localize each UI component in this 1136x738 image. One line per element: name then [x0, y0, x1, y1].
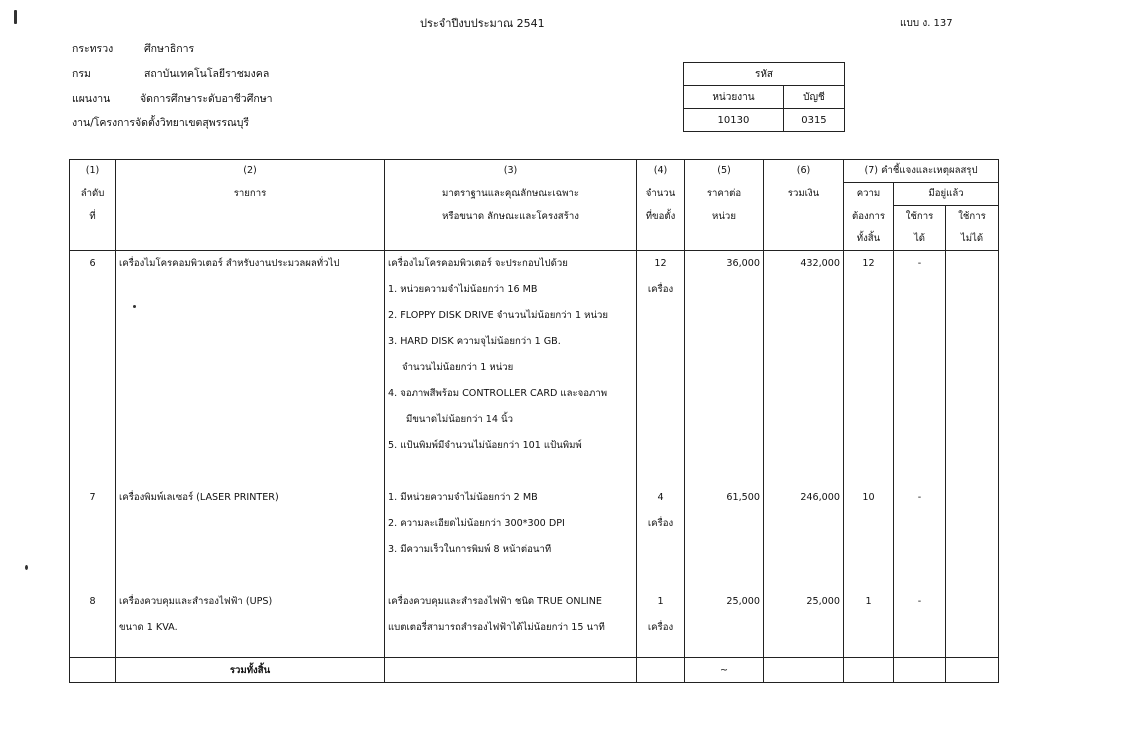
meta-value-department: สถาบันเทคโนโลยีราชมงคล [144, 68, 270, 80]
row-item: เครื่องไมโครคอมพิวเตอร์ สำหรับงานประมวลผลทั่วไป [119, 258, 340, 269]
col3-label-1: มาตราฐานและคุณลักษณะเฉพาะ [385, 183, 637, 206]
budget-table [69, 159, 999, 683]
code-box-account-label: บัญชี [783, 86, 844, 109]
col7-need-label-3: ทั้งสิ้น [844, 228, 894, 251]
col5-number: (5) [685, 160, 764, 183]
row-total: 432,000 [800, 258, 840, 269]
col7-unusable-label-1: ใช้การ [946, 206, 999, 229]
row-spec-line: 1. หน่วยความจำไม่น้อยกว่า 16 MB [388, 284, 538, 295]
meta-value-plan: จัดการศึกษาระดับอาชีวศึกษา [140, 93, 273, 105]
row-unit: เครื่อง [647, 284, 674, 295]
header-row-labels-2 [70, 206, 999, 229]
col4-number: (4) [637, 160, 685, 183]
row-need: 10 [862, 492, 875, 503]
total-row [70, 658, 999, 683]
header-row-labels-1 [70, 183, 999, 206]
col3-number: (3) [385, 160, 637, 183]
row-need: 1 [865, 596, 872, 607]
row-spec-line: 5. แป้นพิมพ์มีจำนวนไม่น้อยกว่า 101 แป้นพิมพ์ [388, 440, 582, 451]
col1-label-2: ที่ [70, 206, 116, 229]
row-number: 8 [89, 596, 96, 607]
col2-label: รายการ [116, 183, 385, 206]
row-spec-line: จำนวนไม่น้อยกว่า 1 หน่วย [402, 362, 514, 373]
table-row [70, 485, 999, 589]
col4-label-1: จำนวน [637, 183, 685, 206]
row-spec-line: 4. จอภาพสีพร้อม CONTROLLER CARD และจอภาพ [388, 388, 608, 399]
row-spec-line: เครื่องควบคุมและสำรองไฟฟ้า ชนิด TRUE ONLINE [388, 596, 602, 607]
row-unit: เครื่อง [647, 518, 674, 529]
table-row [70, 251, 999, 486]
row-total: 25,000 [806, 596, 840, 607]
row-number: 7 [89, 492, 96, 503]
row-usable: - [917, 258, 922, 269]
row-usable: - [917, 596, 922, 607]
col5-label-1: ราคาต่อ [685, 183, 764, 206]
col7-have-label: มีอยู่แล้ว [894, 183, 999, 206]
row-number: 6 [89, 258, 96, 269]
row-spec-line: 2. FLOPPY DISK DRIVE จำนวนไม่น้อยกว่า 1 หน่วย [388, 310, 609, 321]
row-spec-line: 1. มีหน่วยความจำไม่น้อยกว่า 2 MB [388, 492, 538, 503]
code-box-unit-label: หน่วยงาน [684, 86, 784, 109]
col5-label-2: หน่วย [685, 206, 764, 229]
row-need: 12 [862, 258, 875, 269]
col1-label: ลำดับ [70, 183, 116, 206]
header-row-numbers [70, 160, 999, 183]
col7-usable-label-2: ได้ [894, 228, 946, 251]
meta-label-plan: แผนงาน [72, 93, 111, 105]
col6-label: รวมเงิน [764, 183, 844, 206]
code-box-account-value: 0315 [783, 109, 844, 132]
row-item: ขนาด 1 KVA. [119, 622, 178, 633]
row-unit: เครื่อง [647, 622, 674, 633]
meta-label-department: กรม [72, 68, 91, 80]
col4-label-2: ที่ขอตั้ง [637, 206, 685, 229]
row-unit-price: 61,500 [726, 492, 760, 503]
row-spec-line: 2. ความละเอียดไม่น้อยกว่า 300*300 DPI [388, 518, 565, 529]
col7-unusable-label-2: ไม่ได้ [946, 228, 999, 251]
total-label: รวมทั้งสิ้น [116, 658, 385, 683]
row-unit-price: 36,000 [726, 258, 760, 269]
col7-need-label-2: ต้องการ [844, 206, 894, 229]
row-spec-line: 3. มีความเร็วในการพิมพ์ 8 หน้าต่อนาที [388, 544, 552, 555]
row-total: 246,000 [800, 492, 840, 503]
col7-number: (7) คำชี้แจงและเหตุผลสรุป [844, 160, 999, 183]
row-spec-line: มีขนาดไม่น้อยกว่า 14 นิ้ว [406, 414, 513, 425]
scan-mark [133, 305, 136, 308]
code-box [683, 62, 845, 132]
col7-usable-label-1: ใช้การ [894, 206, 946, 229]
total-mark: ~ [685, 658, 764, 683]
meta-value-ministry: ศึกษาธิการ [144, 43, 195, 55]
scan-mark [14, 10, 17, 24]
col7-need-label-1: ความ [844, 183, 894, 206]
row-quantity: 1 [657, 596, 664, 607]
code-box-title: รหัส [684, 63, 845, 86]
row-item: เครื่องพิมพ์เลเซอร์ (LASER PRINTER) [119, 492, 279, 503]
row-item: เครื่องควบคุมและสำรองไฟฟ้า (UPS) [119, 596, 273, 607]
document-title: ประจำปีงบประมาณ 2541 [420, 17, 545, 30]
row-unit-price: 25,000 [726, 596, 760, 607]
col3-label-2: หรือขนาด ลักษณะและโครงสร้าง [385, 206, 637, 229]
meta-label-ministry: กระทรวง [72, 43, 114, 55]
header-row-labels-3 [70, 228, 999, 251]
form-code: แบบ ง. 137 [900, 18, 953, 29]
meta-label-project: งาน/โครงการ [72, 117, 136, 129]
col1-number: (1) [70, 160, 116, 183]
scan-mark [25, 565, 28, 570]
row-spec-line: แบตเตอรี่สามารถสำรองไฟฟ้าได้ไม่น้อยกว่า 15 นาที [388, 622, 605, 633]
col2-number: (2) [116, 160, 385, 183]
code-box-unit-value: 10130 [684, 109, 784, 132]
row-quantity: 12 [654, 258, 667, 269]
row-quantity: 4 [657, 492, 664, 503]
col6-number: (6) [764, 160, 844, 183]
row-usable: - [917, 492, 922, 503]
meta-value-project: จัดตั้งวิทยาเขตสุพรรณบุรี [135, 117, 250, 129]
row-spec-line: 3. HARD DISK ความจุไม่น้อยกว่า 1 GB. [388, 336, 561, 347]
table-row [70, 589, 999, 658]
row-spec-line: เครื่องไมโครคอมพิวเตอร์ จะประกอบไปด้วย [388, 258, 568, 269]
